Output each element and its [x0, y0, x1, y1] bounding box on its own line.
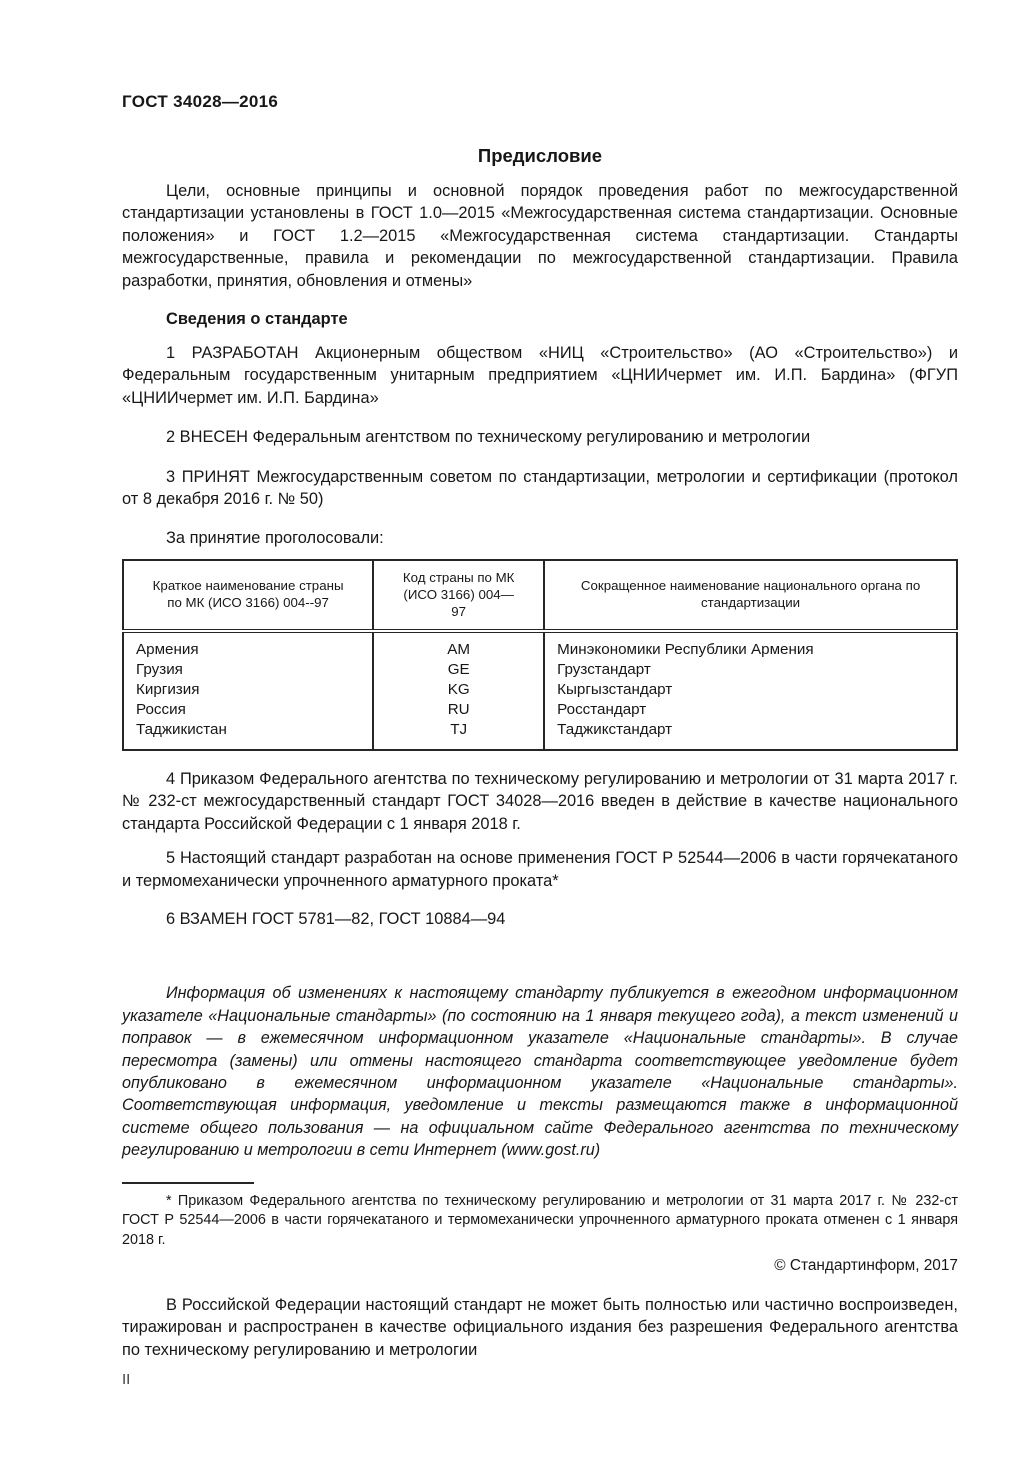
page-title: Предисловие: [477, 145, 603, 166]
body-cell: Кыргызстандарт: [544, 680, 957, 700]
table-row: [123, 660, 957, 680]
clause-developed: 1 РАЗРАБОТАН Акционерным обществом «НИЦ «Строительство» (АО «Строительство») и Федеральным государственным унитарным предприятием «ЦНИИчермет им. И.П. Бардина» (ФГУП «ЦНИИчермет им. И.П. Бардина»: [122, 344, 958, 407]
code-cell: AM: [373, 631, 544, 660]
country-cell: Армения: [123, 631, 373, 660]
table-row: [123, 680, 957, 700]
clause-basis: 5 Настоящий стандарт разработан на основе применения ГОСТ Р 52544—2006 в части горячекатаного и термомеханически упрочненного арматурного проката*: [122, 849, 958, 890]
code-cell: TJ: [373, 720, 544, 750]
clause-submitted: 2 ВНЕСЕН Федеральным агентством по техническому регулированию и метрологии: [166, 428, 811, 447]
intro-paragraph: Цели, основные принципы и основной порядок проведения работ по межгосударственной стандартизации установлены в ГОСТ 1.0—2015 «Межгосударственная система стандартизации. Основные положения» и ГОСТ 1.2—2015 «Межгосударственная система стандартизации. Стандарты межгосударственные, правила и рекомендации по межгосударственной стандартизации. Правила разработки, принятия, обновления и отмены»: [122, 182, 958, 290]
doc-number: ГОСТ 34028—2016: [122, 92, 279, 111]
footnote-divider: [122, 1182, 254, 1184]
page-number: II: [122, 1371, 131, 1389]
clause-enacted: 4 Приказом Федерального агентства по техническому регулированию и метрологии от 31 марта 2017 г. № 232-ст межгосударственный стандарт ГОСТ 34028—2016 введен в действие в качестве национального стандарта Российской Федерации с 1 января 2018 г.: [122, 769, 958, 833]
code-cell: RU: [373, 700, 544, 720]
vote-table-header-row: [123, 560, 957, 631]
country-cell: Таджикистан: [123, 720, 373, 750]
standard-info-heading: Сведения о стандарте: [166, 310, 348, 329]
copyright-line: © Стандартинформ, 2017: [774, 1257, 958, 1275]
table-row: [123, 720, 957, 750]
col-header-body: Сокращенное наименование национального органа по стандартизации: [544, 560, 957, 631]
country-cell: Киргизия: [123, 680, 373, 700]
table-row: [123, 700, 957, 720]
body-cell: Росстандарт: [544, 700, 957, 720]
clause-adopted: 3 ПРИНЯТ Межгосударственным советом по стандартизации, метрологии и сертификации (протокол от 8 декабря 2016 г. № 50): [122, 467, 958, 509]
vote-table: [122, 559, 958, 751]
footnote-text: * Приказом Федерального агентства по техническому регулированию и метрологии от 31 марта 2017 г. № 232-ст ГОСТ Р 52544—2006 в части горячекатаного и термомеханически упрочненного арматурного проката отменен с 1 января 2018 г.: [122, 1192, 958, 1248]
code-cell: KG: [373, 680, 544, 700]
changes-notice: Информация об изменениях к настоящему стандарту публикуется в ежегодном информационном указателе «Национальные стандарты» (по состоянию на 1 января текущего года), а текст изменений и поправок — в ежемесячном информационном указателе «Национальные стандарты». В случае пересмотра (замены) или отмены настоящего стандарта соответствующее уведомление будет опубликовано в ежемесячном информационном указателе «Национальные стандарты». Соответствующая информация, уведомление и тексты размещаются также в информационной системе общего пользования — на официальном сайте Федерального агентства по техническому регулированию и метрологии в сети Интернет (www.gost.ru): [122, 984, 958, 1160]
table-row: [123, 631, 957, 660]
body-cell: Грузстандарт: [544, 660, 957, 680]
body-cell: Минэкономики Республики Армения: [544, 631, 957, 660]
body-cell: Таджикстандарт: [544, 720, 957, 750]
country-cell: Россия: [123, 700, 373, 720]
col-header-country: Краткое наименование страны по МК (ИСО 3166) 004--97: [123, 560, 373, 631]
reproduction-notice: В Российской Федерации настоящий стандарт не может быть полностью или частично воспроизведен, тиражирован и распространен в качестве официального издания без разрешения Федерального агентства по техническому регулированию и метрологии: [122, 1296, 958, 1359]
vote-intro: За принятие проголосовали:: [166, 529, 384, 548]
col-header-code: Код страны по МК (ИСО 3166) 004—97: [373, 560, 544, 631]
country-cell: Грузия: [123, 660, 373, 680]
code-cell: GE: [373, 660, 544, 680]
clause-replaces: 6 ВЗАМЕН ГОСТ 5781—82, ГОСТ 10884—94: [166, 909, 506, 928]
